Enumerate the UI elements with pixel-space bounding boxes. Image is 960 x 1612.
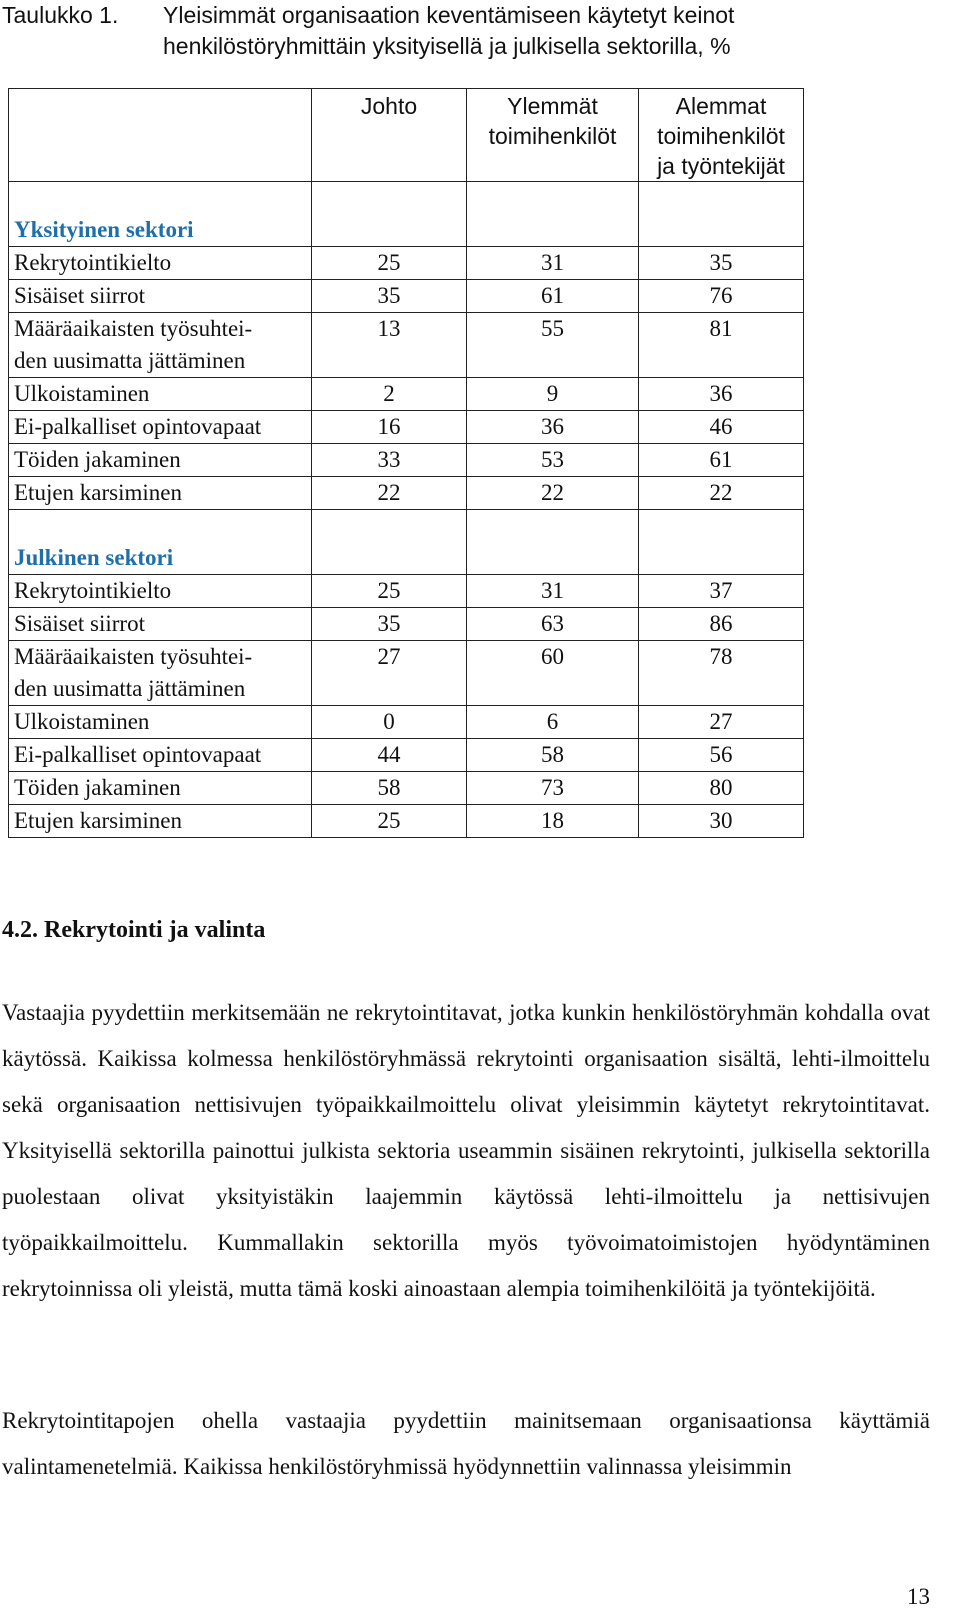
table-row bbox=[9, 280, 804, 313]
cell-ylemmat: 58 bbox=[467, 739, 639, 772]
cell-ylemmat: 53 bbox=[467, 444, 639, 477]
table-row bbox=[9, 411, 804, 444]
table-row bbox=[9, 378, 804, 411]
row-label: Rekrytointikielto bbox=[9, 247, 312, 280]
table-row bbox=[9, 444, 804, 477]
table-row bbox=[9, 247, 804, 280]
cell-ylemmat: 6 bbox=[467, 706, 639, 739]
row-label: Rekrytointikielto bbox=[9, 575, 312, 608]
cell-johto: 13 bbox=[312, 313, 467, 378]
row-label: Sisäiset siirrot bbox=[9, 608, 312, 641]
section-heading: 4.2. Rekrytointi ja valinta bbox=[2, 917, 266, 943]
row-label: Ei-palkalliset opintovapaat bbox=[9, 411, 312, 444]
cell-alemmat: 80 bbox=[639, 772, 804, 805]
row-label: Etujen karsiminen bbox=[9, 805, 312, 838]
table-row bbox=[9, 706, 804, 739]
cell-ylemmat: 61 bbox=[467, 280, 639, 313]
body-paragraph: Vastaajia pyydettiin merkitsemään ne rekrytointitavat, jotka kunkin henkilöstöryhmän kohdalla ovat käytössä. Kaikissa kolmessa henkilöstöryhmässä rekrytointi organisaation sisältä, lehti-ilmoittelu sekä organisaation nettisivujen työpaikkailmoittelu olivat yleisimmin käytetyt rekrytointitavat. Yksityisellä sektorilla painottui julkista sektoria useammin sisäinen rekrytointi, julkisella sektorilla puolestaan olivat yksityistäkin laajemmin käytössä lehti-ilmoittelu ja nettisivujen työpaikkailmoittelu. Kummallakin sektorilla myös työvoimatoimistojen hyödyntäminen rekrytoinnissa oli yleistä, mutta tämä koski ainoastaan alempia toimihenkilöitä ja työntekijöitä. bbox=[2, 1000, 930, 1301]
row-label: Sisäiset siirrot bbox=[9, 280, 312, 313]
header-alemmat: Alemmat toimihenkilöt ja työntekijät bbox=[639, 89, 804, 182]
cell-alemmat: 36 bbox=[639, 378, 804, 411]
cell-ylemmat: 9 bbox=[467, 378, 639, 411]
cell-johto: 58 bbox=[312, 772, 467, 805]
cell-ylemmat: 31 bbox=[467, 247, 639, 280]
cell-johto: 0 bbox=[312, 706, 467, 739]
table-row bbox=[9, 772, 804, 805]
header-ylemmat: Ylemmät toimihenkilöt bbox=[467, 89, 639, 182]
row-label: Töiden jakaminen bbox=[9, 772, 312, 805]
cell-alemmat: 35 bbox=[639, 247, 804, 280]
row-label: Ei-palkalliset opintovapaat bbox=[9, 739, 312, 772]
cell-johto: 35 bbox=[312, 608, 467, 641]
cell-ylemmat: 22 bbox=[467, 477, 639, 510]
row-label: Määräaikaisten työsuhtei- den uusimatta jättäminen bbox=[9, 641, 312, 706]
table-row bbox=[9, 313, 804, 378]
cell-johto: 27 bbox=[312, 641, 467, 706]
cell-alemmat: 86 bbox=[639, 608, 804, 641]
section-header-row bbox=[9, 510, 804, 575]
cell-alemmat: 76 bbox=[639, 280, 804, 313]
cell-alemmat: 27 bbox=[639, 706, 804, 739]
cell-ylemmat: 31 bbox=[467, 575, 639, 608]
cell-alemmat: 37 bbox=[639, 575, 804, 608]
cell-ylemmat: 63 bbox=[467, 608, 639, 641]
cell-alemmat: 56 bbox=[639, 739, 804, 772]
caption-text bbox=[163, 0, 943, 62]
cell-alemmat: 30 bbox=[639, 805, 804, 838]
table-header-row bbox=[9, 89, 804, 182]
cell-johto: 35 bbox=[312, 280, 467, 313]
data-table bbox=[8, 88, 804, 838]
cell-alemmat: 61 bbox=[639, 444, 804, 477]
cell-ylemmat: 36 bbox=[467, 411, 639, 444]
cell-johto: 16 bbox=[312, 411, 467, 444]
cell-johto: 2 bbox=[312, 378, 467, 411]
table-row bbox=[9, 477, 804, 510]
cell-johto: 44 bbox=[312, 739, 467, 772]
table-row bbox=[9, 739, 804, 772]
row-label: Etujen karsiminen bbox=[9, 477, 312, 510]
caption-line: Yleisimmät organisaation keventämiseen käytetyt keinot bbox=[163, 2, 735, 28]
caption-label: Taulukko 1. bbox=[2, 2, 119, 28]
page-number: 13 bbox=[907, 1584, 930, 1609]
table-row bbox=[9, 608, 804, 641]
table-row bbox=[9, 575, 804, 608]
header-johto: Johto bbox=[312, 89, 467, 182]
cell-alemmat: 22 bbox=[639, 477, 804, 510]
cell-ylemmat: 55 bbox=[467, 313, 639, 378]
cell-johto: 25 bbox=[312, 805, 467, 838]
cell-ylemmat: 18 bbox=[467, 805, 639, 838]
header-empty-cell bbox=[9, 89, 312, 182]
section-header-row bbox=[9, 182, 804, 247]
cell-alemmat: 81 bbox=[639, 313, 804, 378]
cell-ylemmat: 73 bbox=[467, 772, 639, 805]
row-label: Ulkoistaminen bbox=[9, 706, 312, 739]
row-label: Töiden jakaminen bbox=[9, 444, 312, 477]
cell-johto: 22 bbox=[312, 477, 467, 510]
cell-alemmat: 46 bbox=[639, 411, 804, 444]
cell-ylemmat: 60 bbox=[467, 641, 639, 706]
row-label: Ulkoistaminen bbox=[9, 378, 312, 411]
caption-line: henkilöstöryhmittäin yksityisellä ja julkisella sektorilla, % bbox=[163, 33, 731, 59]
cell-alemmat: 78 bbox=[639, 641, 804, 706]
cell-johto: 25 bbox=[312, 575, 467, 608]
cell-johto: 25 bbox=[312, 247, 467, 280]
table-row bbox=[9, 805, 804, 838]
row-label: Määräaikaisten työsuhtei- den uusimatta jättäminen bbox=[9, 313, 312, 378]
section-title-public: Julkinen sektori bbox=[9, 510, 312, 575]
body-paragraph: Rekrytointitapojen ohella vastaajia pyydettiin mainitsemaan organisaationsa käyttämiä valintamenetelmiä. Kaikissa henkilöstöryhmissä hyödynnettiin valinnassa yleisimmin bbox=[2, 1408, 930, 1479]
table-row bbox=[9, 641, 804, 706]
section-title-private: Yksityinen sektori bbox=[9, 182, 312, 247]
cell-johto: 33 bbox=[312, 444, 467, 477]
